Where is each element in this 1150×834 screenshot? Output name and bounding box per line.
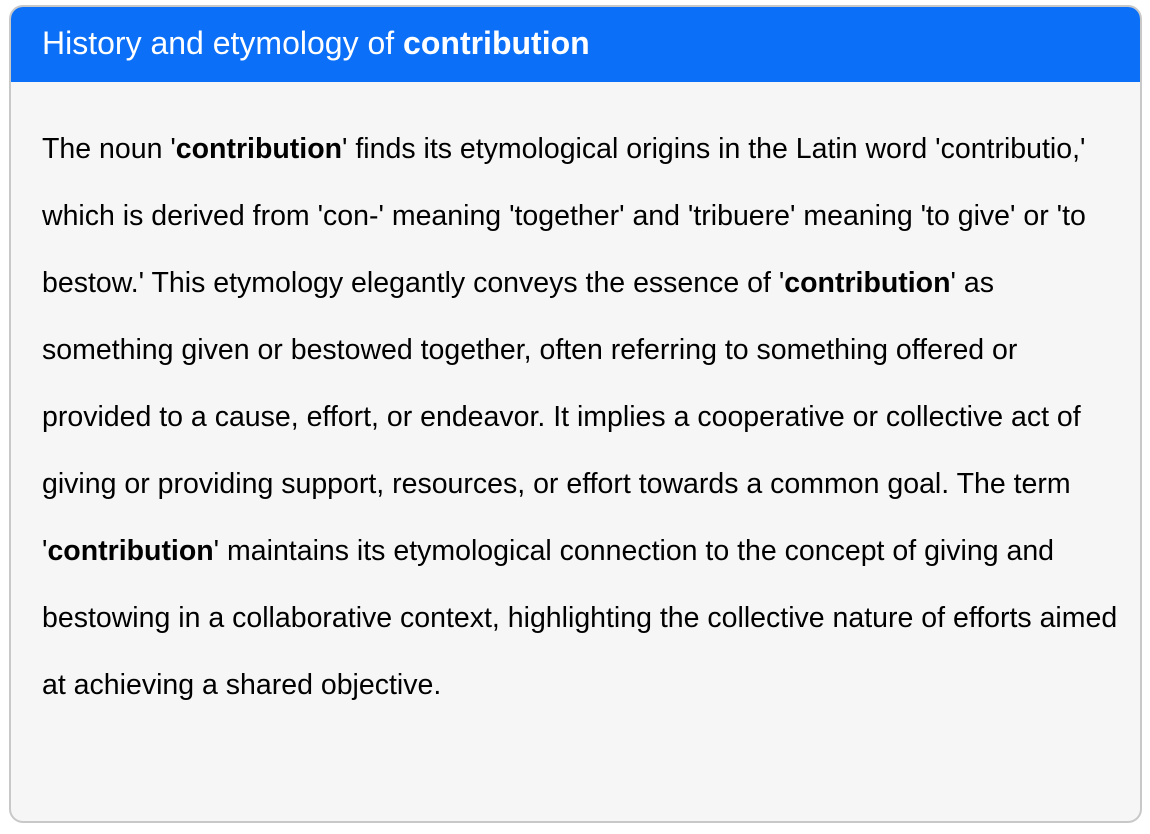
header-title-prefix: History and etymology of	[42, 25, 395, 61]
highlighted-term: contribution	[175, 133, 343, 165]
paragraph-text-3: ' as something given or bestowed together, often referring to something offered or provided to a cause, effort, or endeavor. It implies a cooperative or collective act of giving or providing support, resources, or effort towards a common goal. The term '	[42, 267, 1081, 567]
paragraph-text-2: ' finds its etymological origins in the Latin word 'contributio,' which is derived from 'con-' meaning 'together' and 'tribuere' meaning 'to give' or 'to bestow.' This etymology elegantly conveys the essence of '	[42, 133, 1086, 299]
etymology-paragraph	[11, 82, 1140, 719]
header-title-word: contribution	[403, 25, 590, 61]
card-header	[9, 5, 1142, 82]
etymology-card	[9, 5, 1142, 823]
paragraph-text-1: The noun '	[42, 133, 176, 165]
highlighted-term: contribution	[784, 267, 951, 299]
highlighted-term: contribution	[47, 535, 214, 567]
paragraph-text-4: ' maintains its etymological connection to the concept of giving and bestowing in a collaborative context, highlighting the collective nature of efforts aimed at achieving a shared objective.	[42, 535, 1118, 701]
